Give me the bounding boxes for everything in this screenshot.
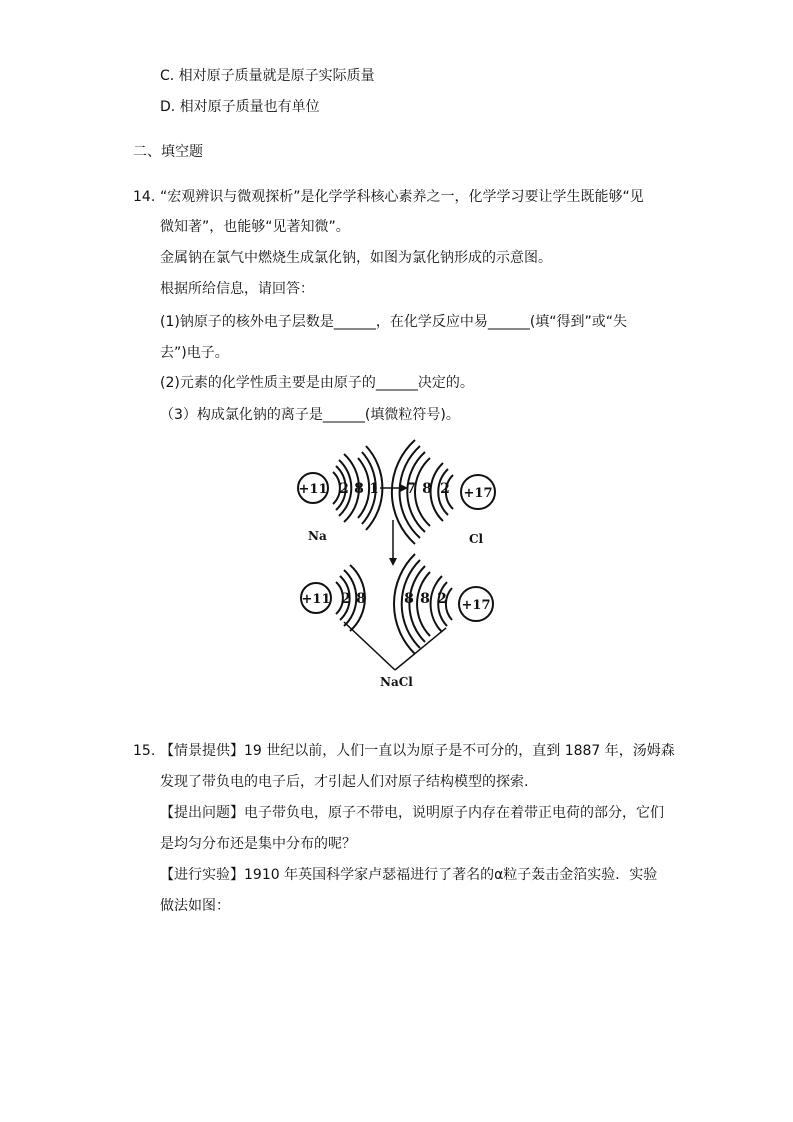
na-shell-3: 1 [369,481,379,497]
cl-ion-nucleus-charge: +17 [461,598,491,613]
q14-line-4: 根据所给信息，请回答： [160,281,314,297]
q15-line-5: 【进行实验】1910 年英国科学家卢瑟福进行了著名的α粒子轰击金箔实验．实验 [160,867,658,883]
q14-sub1-line-2: 去”)电子。 [160,345,229,361]
na-shell-2: 8 [354,481,364,497]
q14-sub1-line-1: (1)钠原子的核外电子层数是______，在化学反应中易______(填“得到”或“失 [160,314,628,330]
option-c: C. 相对原子质量就是原子实际质量 [160,68,375,84]
cl-shell-2: 8 [422,481,432,497]
q15-line-2: 发现了带负电的电子后，才引起人们对原子结构模型的探索. [160,774,529,790]
down-arrow-head [389,558,397,566]
cl-ion-shell-3: 2 [437,591,447,607]
option-d: D. 相对原子质量也有单位 [160,99,320,115]
q15-line-3: 【提出问题】电子带负电，原子不带电，说明原子内存在着带正电荷的部分，它们 [160,805,664,821]
nacl-label: NaCl [380,675,413,689]
section-title: 二、填空题 [133,144,203,160]
q14-line-3: 金属钠在氯气中燃烧生成氯化钠，如图为氯化钠形成的示意图。 [160,250,552,266]
q14-line-2: 微知著”，也能够“见著知微”。 [160,219,350,235]
question-14-number: 14. [133,189,156,205]
na-ion-nucleus-charge: +11 [301,592,331,607]
question-15-number: 15. [133,743,156,759]
q14-sub2: (2)元素的化学性质主要是由原子的______决定的。 [160,375,474,391]
cl-label: Cl [469,532,484,546]
cl-shell-1: 7 [406,481,416,497]
q14-line-1: “宏观辨识与微观探析”是化学学科核心素养之一，化学学习要让学生既能够“见 [160,189,644,205]
cl-shell-3: 2 [440,481,450,497]
na-nucleus-charge: +11 [298,482,328,497]
cl-ion-shell-2: 8 [420,591,430,607]
q14-sub3: （3）构成氯化钠的离子是______(填微粒符号)。 [160,407,460,423]
q15-line-6: 做法如图： [160,898,230,914]
na-shell-1: 2 [339,481,349,497]
q15-line-4: 是均匀分布还是集中分布的呢？ [160,836,356,852]
cl-nucleus-charge: +17 [463,486,493,501]
na-ion-shell-2: 8 [356,591,366,607]
cl-ion-shell-1: 8 [404,591,414,607]
q15-line-1: 【情景提供】19 世纪以前，人们一直以为原子是不可分的，直到 1887 年，汤姆森 [160,743,675,759]
na-ion-shell-1: 2 [341,591,351,607]
na-label: Na [308,529,327,543]
